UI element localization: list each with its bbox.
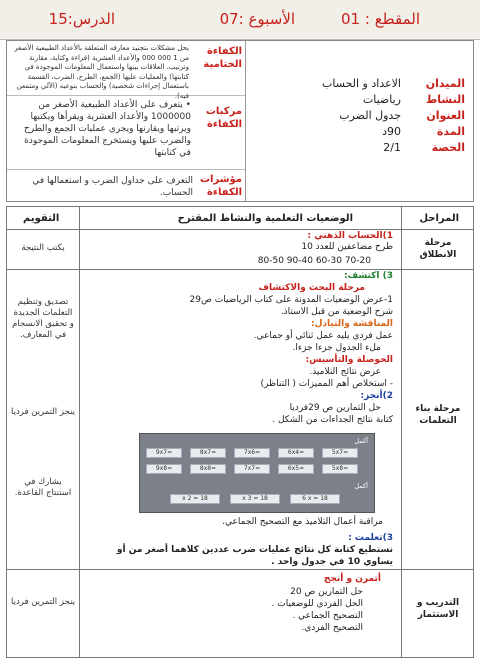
step1b: شرح الوضعية من قبل الاستاذ. [280,307,393,317]
practice-line1: حل التمارين ص 20 [290,587,363,597]
build-eval3: يشارك في استنتاج القاعدة. [14,477,72,498]
exercise-cell: 8x8= [190,464,226,474]
field-value-title: جدول الضرب [339,109,401,122]
search-phase: مرحلة البحث والاكتشاف [258,283,365,293]
exercise-cell: 5x8= [322,464,358,474]
stage-build: مرحلة بناء التعلمات [415,404,461,426]
work-line: عمل فردي يليه عمل ثنائي أو جماعي. [253,331,393,341]
monitor-line: مراقبة أعمال التلاميذ مع التصحيح الجماعي. [222,517,383,527]
lesson-table [6,206,474,658]
conclusion-title: الحوصلة والتأسيس: [305,355,393,365]
launch-line1: طرح مضاعفين للعدد 10 [301,242,393,252]
exercise-figure [139,433,375,513]
step1: 1-عرض الوضعيات المدونة على كتاب الرياضيات ص29 [189,295,393,305]
stage-practice: التدريب و الاستثمار [416,598,460,620]
do-line1: حل التمارين ص 29فرديا [289,403,381,413]
present-line: عرض نتائج التلاميذ. [309,367,381,377]
exercise-cell: 6x5= [278,464,314,474]
lesson-label: الدرس:15 [48,10,115,28]
exercise-label-2: أكمل [354,482,368,490]
final-competency-label: الكفاءة الختامية [203,46,242,70]
segment-label: المقطع : 01 [341,10,420,28]
field-label-session: الحصة [431,141,465,154]
learned-line1: نستطيع كتابة كل نتائج عمليات ضرب عددين كلاهما أصغر من أو [116,545,393,555]
field-label-domain: الميدان [425,77,465,90]
exercise-cell: 8x7= [190,448,226,458]
field-value-duration: 90د [382,125,401,138]
extract-line: - استخلاص أهم المميزات ( التناظر) [260,379,393,389]
stage-launch: مرحلة الانطلاق [419,238,457,260]
header-stages: المراحل [419,213,459,224]
exercise-cell: 9x7= [146,448,182,458]
competency-components-label: مركبات الكفاءة [205,106,242,130]
build-eval2: ينجز التمرين فرديا [11,407,75,417]
practice-title: أتمرن و أنجح [323,574,381,584]
exercise-cell: 6 x = 18 [290,494,340,504]
practice-line4: التصحيح الفردي. [301,623,363,633]
exercise-cell: 5x7= [322,448,358,458]
exercise-cell: 7x6= [234,448,270,458]
do-title: 2)أنجز: [360,391,393,401]
exercise-cell: 6x4= [278,448,314,458]
header-evaluation: التقويم [23,213,60,224]
competency-components-text: • يتعرف على الأعداد الطبيعية الأصغر من 1000000 والأعداد العشرية ويقرأها ويكتبها ويرتبها ويقارنها ويجري عمليات الجمع والطرح والضرب عليها ويستخرج المعلومات الموجودة في كتابتها [23,100,191,158]
week-label: الأسبوع :07 [219,10,295,28]
fill-line: ملء الجدول جزءا جزءا. [292,343,381,353]
field-value-session: 2/1 [383,141,401,154]
exercise-cell: x 2 = 18 [170,494,220,504]
field-label-title: العنوان [426,109,465,122]
launch-eval: يكتب النتيجة [21,243,65,253]
discuss-title: المناقشة والتبادل: [310,319,393,329]
learned-line2: يساوي 10 في جدول واحد . [271,557,393,567]
header-activities: الوضعيات التعلمية والنشاط المقترح [177,213,353,224]
header-bar [0,0,480,40]
launch-title: 1)الحساب الذهني : [307,231,393,241]
learned-title: 3)تعلمت : [348,533,393,543]
practice-line2: الحل الفردي للوضعيات . [271,599,363,609]
launch-numbers: 80-50 90-40 60-30 70-20 [257,256,371,266]
do-line2: كتابة نتائج الجداءات من الشكل . [272,415,393,425]
exercise-label-1: أكمل [354,437,368,445]
build-eval1: تصديق وتنظيم التعلمات الجديدة و تحقيق الانسجام في المعارف. [12,297,74,340]
final-competency-text: يحل مشكلات بتجنيد معارفه المتعلقة بالأعداد الطبيعية الأصغر من 1 000 000 والأعداد العشرية (قراءة وكتابة، مقارنة وترتيب، العلاقات بينها واستعمال المعلومات الموجودة في كتابتها) والعمليات عليها (الجمع، الطرح، الضرب، القسمة باستعمال إجراءات شخصية) والحساب بنوعيه (الآلي ومتمعن فيه). [14,44,189,100]
exercise-cell: x 3 = 18 [230,494,280,504]
field-label-activity: النشاط [425,93,465,106]
field-value-activity: رياضيات [362,93,401,106]
practice-line3: التصحيح الجماعي . [292,611,363,621]
exercise-cell: 7x7= [234,464,270,474]
discover-title: 3) اكتشف: [344,271,393,281]
practice-eval: ينجز التمرين فرديا [11,597,75,607]
indicators-text: التعرف على جداول الضرب و استعمالها في الحساب. [32,176,193,198]
exercise-cell: 9x8= [146,464,182,474]
indicators-label: مؤشرات الكفاءة [200,174,242,198]
info-section [6,40,474,202]
field-value-domain: الاعداد و الحساب [322,77,401,90]
field-label-duration: المدة [436,125,465,138]
